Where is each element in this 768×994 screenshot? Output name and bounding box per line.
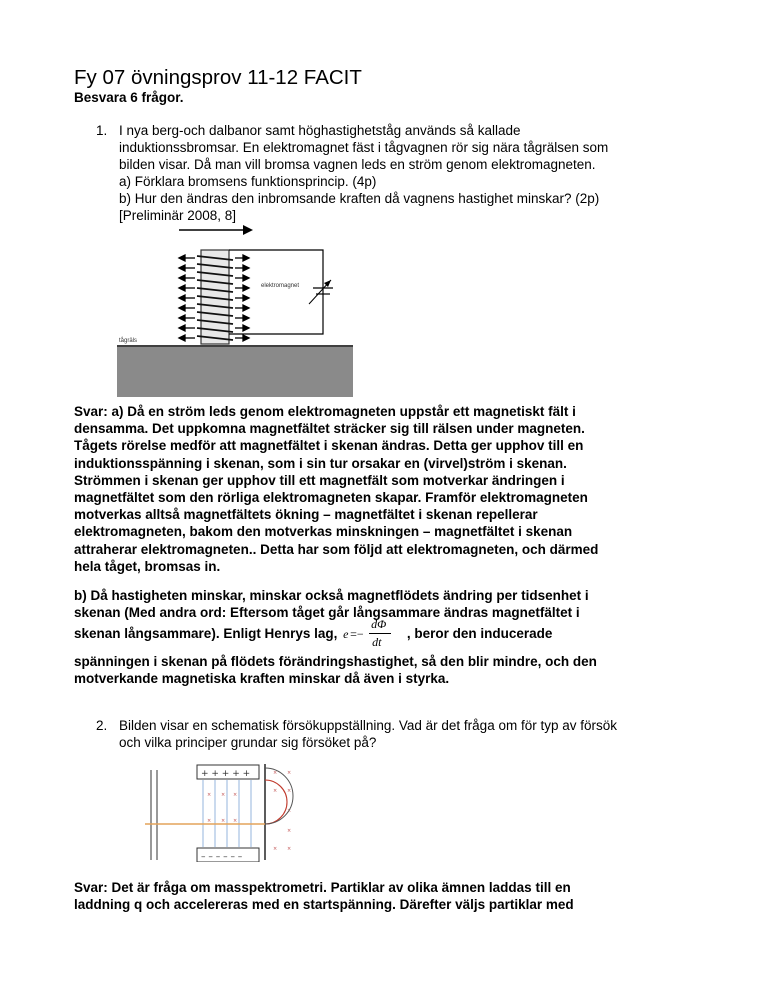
magnetic-field-marks xyxy=(207,770,291,852)
electromagnet-figure xyxy=(117,222,353,398)
instructions: Besvara 6 frågor. xyxy=(74,90,184,105)
answer-line: hela tåget, bromsas in. xyxy=(74,558,221,574)
question-line: induktionssbromsar. En elektromagnet fäst i tågvagnen rör sig nära tågrälsen som xyxy=(119,140,609,155)
svg-text:×: × xyxy=(287,788,292,794)
answer-line: Strömmen i skenan ger upphov till ett magnetfält som motverkar ändringen i xyxy=(74,472,565,488)
svg-text:×: × xyxy=(221,792,226,798)
svg-text:×: × xyxy=(233,818,238,824)
answer-line: motverkas alltså magnetfältets ökning – magnetfältet i skenan repellerar xyxy=(74,507,538,523)
answer-line: , beror den inducerade xyxy=(406,626,553,641)
svg-text:×: × xyxy=(207,792,212,798)
motion-arrow xyxy=(179,225,253,235)
question-number: 2. xyxy=(96,718,108,733)
answer-line: skenan långsammare). Enligt Henrys lag, xyxy=(74,626,338,641)
svg-text:×: × xyxy=(273,770,278,776)
question-line: b) Hur den ändras den inbromsande kraften då vagnens hastighet minskar? (2p) xyxy=(119,191,600,206)
question-line: a) Förklara bromsens funktionsprincip. (4p) xyxy=(119,174,377,189)
formula-bar xyxy=(369,633,391,634)
svg-text:×: × xyxy=(287,770,292,776)
answer-line: motverkande magnetiska kraften minskar då även i styrka. xyxy=(74,671,450,687)
mass-spectrometer-figure xyxy=(145,762,305,862)
formula-lhs: e xyxy=(343,627,349,642)
question-line: Bilden visar en schematisk försökuppställning. Vad är det fråga om för typ av försök xyxy=(119,718,617,733)
question-line: och vilka principer grundar sig försöket på? xyxy=(119,735,377,750)
answer-1b-end xyxy=(74,653,694,687)
answer-line: attraherar elektromagneten.. Detta har som följd att elektromagneten, och därmed xyxy=(74,541,599,557)
answer-1b-formula-line xyxy=(74,617,694,651)
answer-2 xyxy=(74,879,694,913)
svg-text:×: × xyxy=(273,788,278,794)
negative-signs: – – – – – – xyxy=(201,852,243,862)
answer-1a xyxy=(74,403,694,575)
formula-denominator: dt xyxy=(372,635,382,650)
answer-line: skenan (Med andra ord: Eftersom tåget går långsammare ändras magnetfältet i xyxy=(74,605,580,621)
rail xyxy=(117,347,353,397)
answer-line: b) Då hastigheten minskar, minskar också magnetflödets ändring per tidsenhet i xyxy=(74,588,589,603)
answer-line: magnetfältet som den rörliga elektromagneten skapar. Framför elektromagneten xyxy=(74,490,588,506)
svg-text:×: × xyxy=(207,818,212,824)
answer-line: densamma. Det uppkomna magnetfältet sträcker sig till rälsen under magneten. xyxy=(74,421,585,437)
formula-numerator: dΦ xyxy=(371,617,387,632)
question-text xyxy=(119,122,689,224)
question-text xyxy=(119,717,689,751)
page-title: Fy 07 övningsprov 11-12 FACIT xyxy=(74,66,362,89)
svg-text:×: × xyxy=(287,846,292,852)
electric-field-lines xyxy=(203,780,251,847)
formula-sign: =− xyxy=(350,627,364,642)
question-line: [Preliminär 2008, 8] xyxy=(119,208,237,223)
svg-text:×: × xyxy=(273,846,278,852)
particle-path-2 xyxy=(265,768,293,824)
question-number: 1. xyxy=(96,123,108,138)
henrys-law-formula xyxy=(341,617,403,651)
svg-text:×: × xyxy=(233,792,238,798)
answer-line: elektromagneten, bakom den motverkas minskningen – magnetfältet i skenan xyxy=(74,524,573,540)
circuit xyxy=(229,250,333,334)
question-line: I nya berg-och dalbanor samt höghastighetståg används så kallade xyxy=(119,123,521,138)
rail-label: tågräls xyxy=(119,338,138,344)
svg-text:×: × xyxy=(287,828,292,834)
question-line: bilden visar. Då man vill bromsa vagnen leds en ström genom elektromagneten. xyxy=(119,157,596,172)
answer-line: Tågets rörelse medför att magnetfältet i skenan ändras. Detta ger upphov till en xyxy=(74,438,584,454)
svg-text:×: × xyxy=(221,818,226,824)
answer-line: Svar: Det är fråga om masspektrometri. Partiklar av olika ämnen laddas till en xyxy=(74,880,571,895)
answer-line: induktionsspänning i skenan, som i sin tur orsakar en (virvel)ström i skenan. xyxy=(74,455,567,471)
electromagnet-label: elektromagnet xyxy=(261,283,300,289)
svg-text:×: × xyxy=(287,808,292,814)
positive-signs: + + + + + xyxy=(201,769,251,779)
answer-line: Svar: a) Då en ström leds genom elektromagneten uppstår ett magnetiskt fält i xyxy=(74,404,576,419)
answer-line: spänningen i skenan på flödets förändringshastighet, så den blir mindre, och den xyxy=(74,654,597,669)
answer-line: laddning q och accelereras med en startspänning. Därefter väljs partiklar med xyxy=(74,897,574,913)
